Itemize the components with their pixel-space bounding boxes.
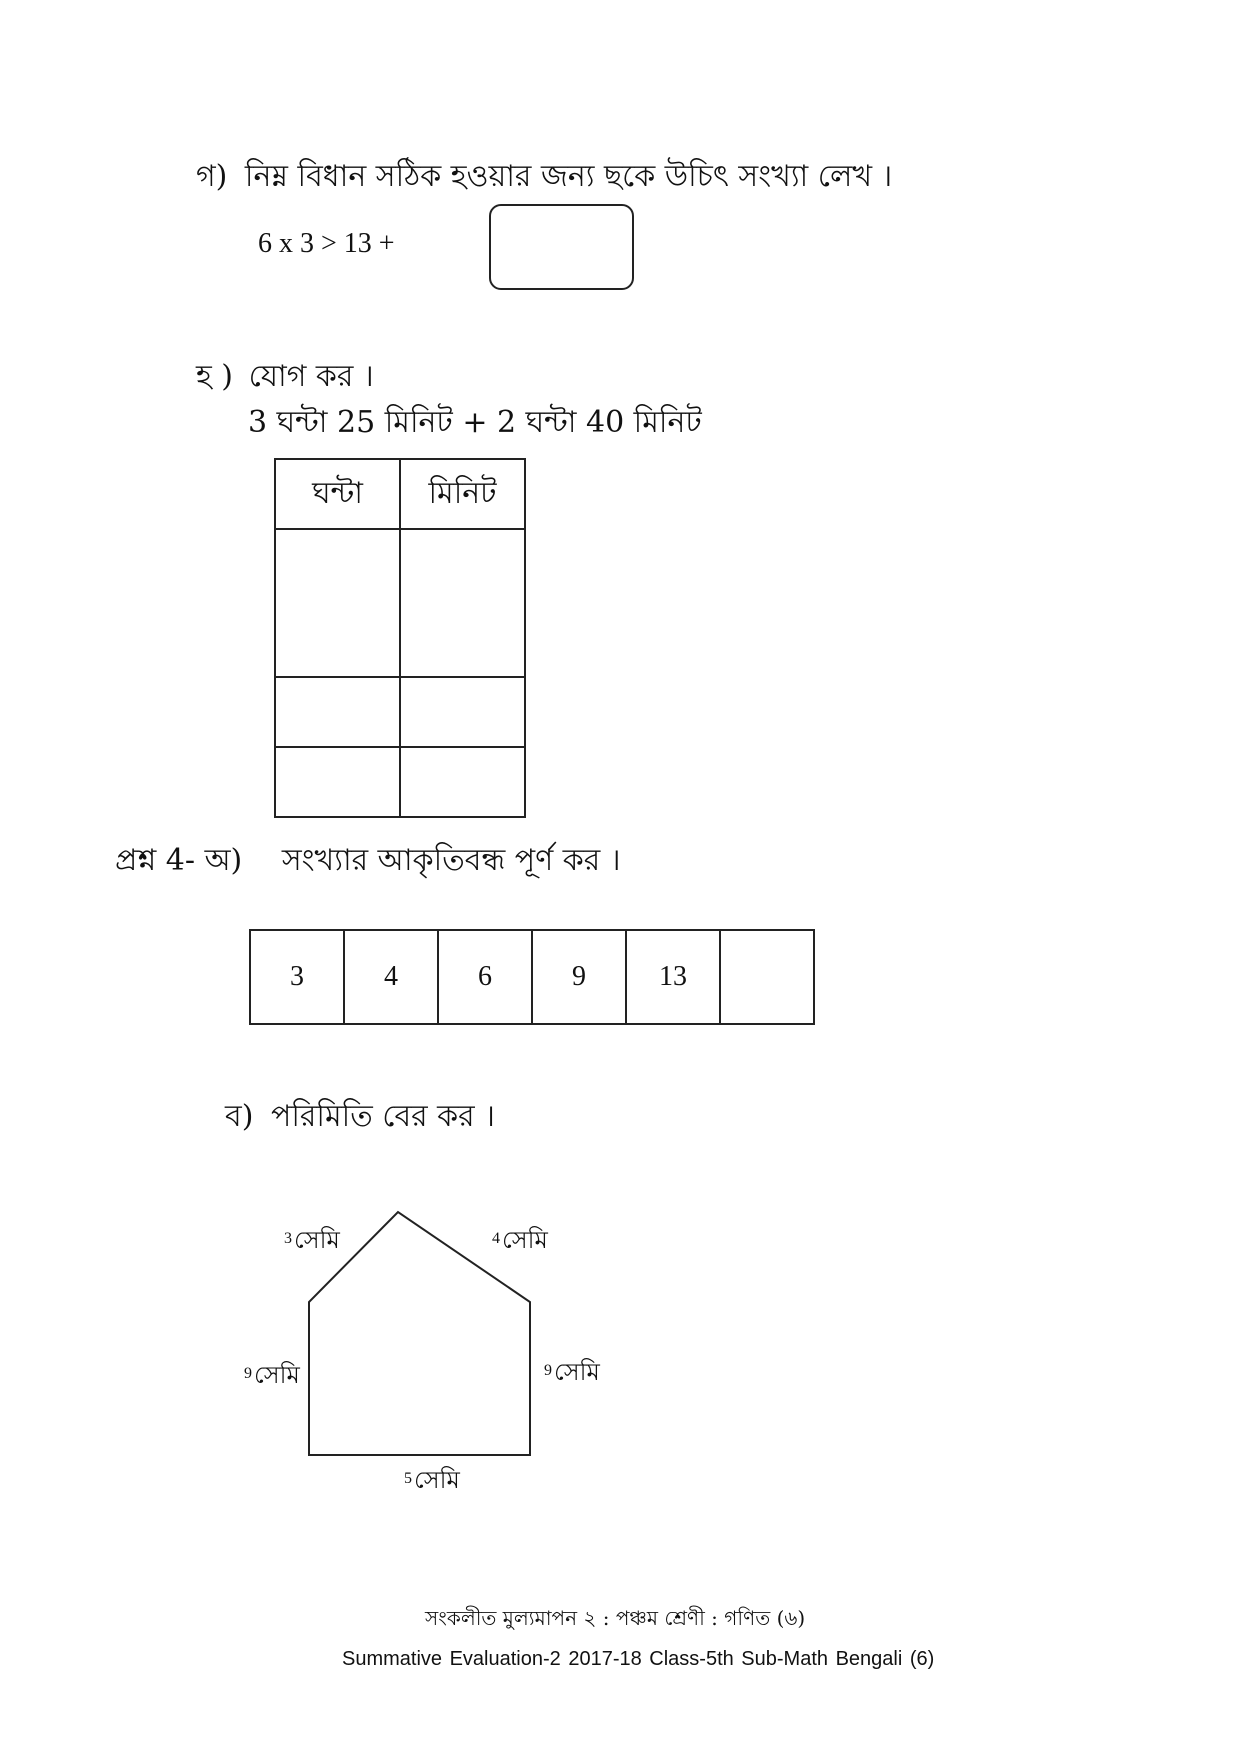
sequence-cell: 6	[438, 930, 532, 1024]
question-g-equation: 6 x 3 > 13 +	[258, 228, 395, 259]
sequence-cell: 3	[250, 930, 344, 1024]
footer-bengali: সংকলীত মুল্যমাপন ২ : পঞ্চম শ্রেণী : গণিত (৬)	[425, 1606, 806, 1630]
header-hours: ঘন্টা	[275, 459, 400, 529]
question-4a-instruction: সংখ্যার আকৃতিবন্ধ পূর্ণ কর ।	[281, 843, 621, 878]
question-4a-prefix: প্রশ্ন 4- অ)	[115, 843, 243, 878]
sequence-cell: 13	[626, 930, 720, 1024]
question-g-instruction: নিম্ন বিধান সঠিক হওয়ার জন্য ছকে উচিৎ সংখ্যা লেখ ।	[244, 159, 893, 194]
question-h-instruction: যোগ কর ।	[248, 359, 374, 394]
question-4b-prefix: ব)	[225, 1099, 254, 1134]
question-4b-instruction: পরিমিতি বের কর ।	[270, 1099, 495, 1134]
footer-english: Summative Evaluation-2 2017-18 Class-5th Sub-Math Bengali (6)	[342, 1648, 935, 1670]
question-g-prefix: গ)	[196, 159, 228, 194]
label-right: $^9$সেমি	[544, 1358, 600, 1386]
label-left: $^9$সেমি	[244, 1361, 300, 1389]
label-top-right: $^4$সেমি	[492, 1226, 548, 1254]
question-h-prefix: হ )	[196, 359, 234, 394]
header-minutes: মিনিট	[400, 459, 525, 529]
question-h-expression: 3 ঘন্টা 25 মিনিট + 2 ঘন্টা 40 মিনিট	[248, 405, 702, 440]
sequence-cell: 9	[532, 930, 626, 1024]
sequence-cell: 4	[344, 930, 438, 1024]
label-bottom: $^5$সেমি	[404, 1466, 460, 1494]
label-top-left: $^3$সেমি	[284, 1226, 340, 1254]
